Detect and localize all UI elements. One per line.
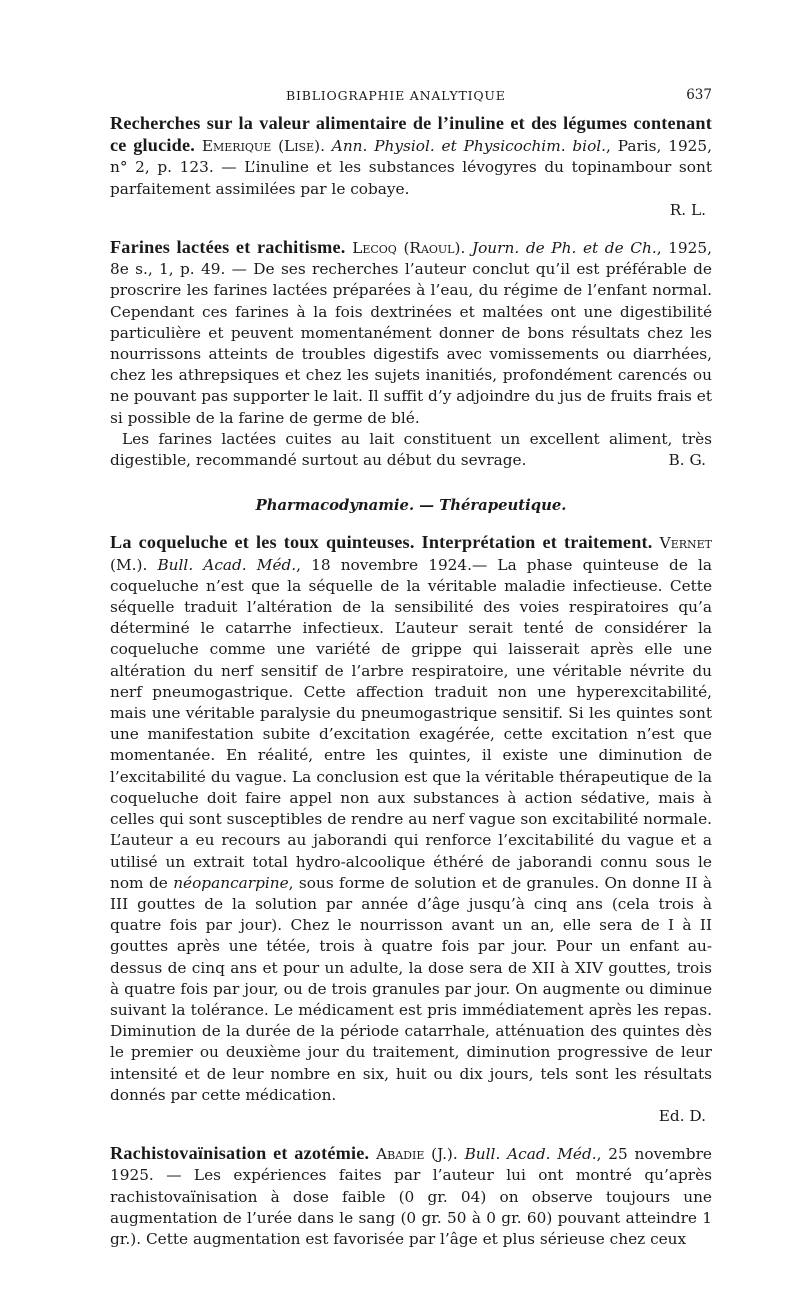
entry-body: — La phase quinteuse de la coqueluche n’est que la séquelle de la véritable maladie infectieuse. Cette séquelle traduit l’altération de la sensibilité des voies respiratoires qu’a déterminé le catarrhe infectieux. L’auteur serait tenté de considérer la coqueluche comme une variété de grippe qui laisserait après elle une altération du nerf sensitif de l’arbre respiratoire, une véritable névrite du nerf pneumogastrique. Cette affection traduit non une hyperexcitabilité, mais une véritable paralysie du pneumogastrique sensitif. Si les quintes sont une manifestation subite d’excitation exagérée, cette excitation n’est que momentanée. En réalité, entre les quintes, il existe une diminution de l’excitabilité du vague. La conclusion est que la véritable thérapeutique de la coqueluche doit faire appel non aux substances à action sédative, mais à celles qui sont susceptibles de rendre au nerf vague son excitabilité normale. L’auteur a eu recours au jaborandi qui renforce l’excitabilité du vague et a utilisé un extrait total hydro-alcoolique éthéré de jaborandi connu sous le nom de — [110, 555, 712, 892]
abstract-entry-coqueluche — [110, 532, 712, 1127]
entry-paragraph — [110, 429, 712, 471]
entry-heading: La coqueluche et les toux quinteuses. Interprétation et traitement. — [110, 532, 653, 553]
running-head — [110, 85, 712, 109]
abstract-entry-inuline — [110, 113, 712, 221]
entry-citation: , 1925, 8e s., 1, p. 49. — [110, 239, 712, 279]
entry-body: — De ses recherches l’auteur conclut qu’il est préférable de proscrire les farines lactées préparées à l’eau, du régime de l’enfant normal. Cependant ces farines à la fois dextrinées et maltées ont une digestibilité particulière et peuvent momentanément donner de bons résultats chez les nourrissons atteints de troubles digestifs avec vomissements ou diarrhées, chez les athrepsiques et chez les sujets inanitiés, profondément carencés ou ne pouvant pas supporter le lait. Il suffit d’y adjoindre du jus de fruits frais et si possible de la farine de germe de blé. — [110, 260, 712, 427]
entry-body: — L’inuline et les substances lévogyres du topinambour sont parfaitement assimilées par le cobaye. — [110, 158, 712, 198]
entry-journal: Journ. de Ph. et de Ch. — [471, 239, 657, 258]
abstract-entry-farines — [110, 237, 712, 471]
section-heading: Pharmacodynamie. — Thérapeutique. — [255, 497, 567, 515]
entry-body: — Les expériences faites par l’auteur lui ont montré qu’après rachistovaïnisation à dose faible (0 gr. 04) on observe toujours une augmentation de l’urée dans le sang (0 gr. 50 à 0 gr. 60) pouvant atteindre 1 gr.). Cette augmentation est favorisée par l’âge et plus sérieuse chez ceux — [110, 1166, 712, 1248]
entry-heading: Farines lactées et rachitisme. — [110, 237, 346, 258]
entry-author: Vernet (M.). — [110, 534, 712, 574]
running-head-title: BIBLIOGRAPHIE ANALYTIQUE — [286, 88, 506, 103]
entry-author: Emerique (Lise). — [201, 137, 325, 156]
entry-drug-name: néopancarpine — [173, 873, 289, 892]
page-number: 637 — [686, 87, 712, 103]
entry-author: Abadie (J.). — [376, 1145, 458, 1164]
entry-heading: Recherches sur la valeur alimentaire de l’inuline et des légumes contenant ce glucide. — [110, 113, 712, 156]
entry-body-continued: , sous forme de solution et de granules. On donne II à III gouttes de la solution par année d’âge jusqu’à cinq ans (cela trois à quatre fois par jour). Chez le nourrisson avant un an, elle sera de I à II gouttes après une tétée, trois à quatre fois par jour. Pour un enfant au-dessus de cinq ans et pour un adulte, la dose sera de XII à XIV gouttes, trois à quatre fois par jour, ou de trois granules par jour. On augmente ou diminue suivant la tolérance. Le médicament est pris immédiatement après les repas. Diminution de la durée de la période catarrhale, atténuation des quintes dès le premier ou deuxième jour du traitement, diminution progressive de leur intensité et de leur nombre en six, huit ou dix jours, tels sont les résultats donnés par cette médication. — [110, 873, 712, 1104]
entry-signature: R. L. — [669, 200, 706, 219]
entry-journal: Bull. Acad. Méd. — [464, 1145, 597, 1164]
abstract-entry-rachistovainisation — [110, 1143, 712, 1250]
entry-heading: Rachistovaïnisation et azotémie. — [110, 1143, 370, 1164]
entry-citation: , 18 novembre 1924. — [296, 555, 473, 574]
entry-signature: Ed. D. — [658, 1106, 706, 1125]
entry-citation: , Paris, 1925, n° 2, p. 123. — [110, 137, 713, 177]
entry-author: Lecoq (Raoul). — [352, 239, 466, 258]
entry-paragraph-text: Les farines lactées cuites au lait constituent un excellent aliment, très digestible, recommandé surtout au début du sevrage. — [110, 429, 712, 470]
entry-signature: B. G. — [668, 451, 706, 470]
entry-journal: Bull. Acad. Méd. — [157, 555, 297, 574]
entry-journal: Ann. Physiol. et Physicochim. biol. — [331, 137, 607, 156]
entry-citation: , 25 novembre 1925. — [110, 1145, 712, 1185]
